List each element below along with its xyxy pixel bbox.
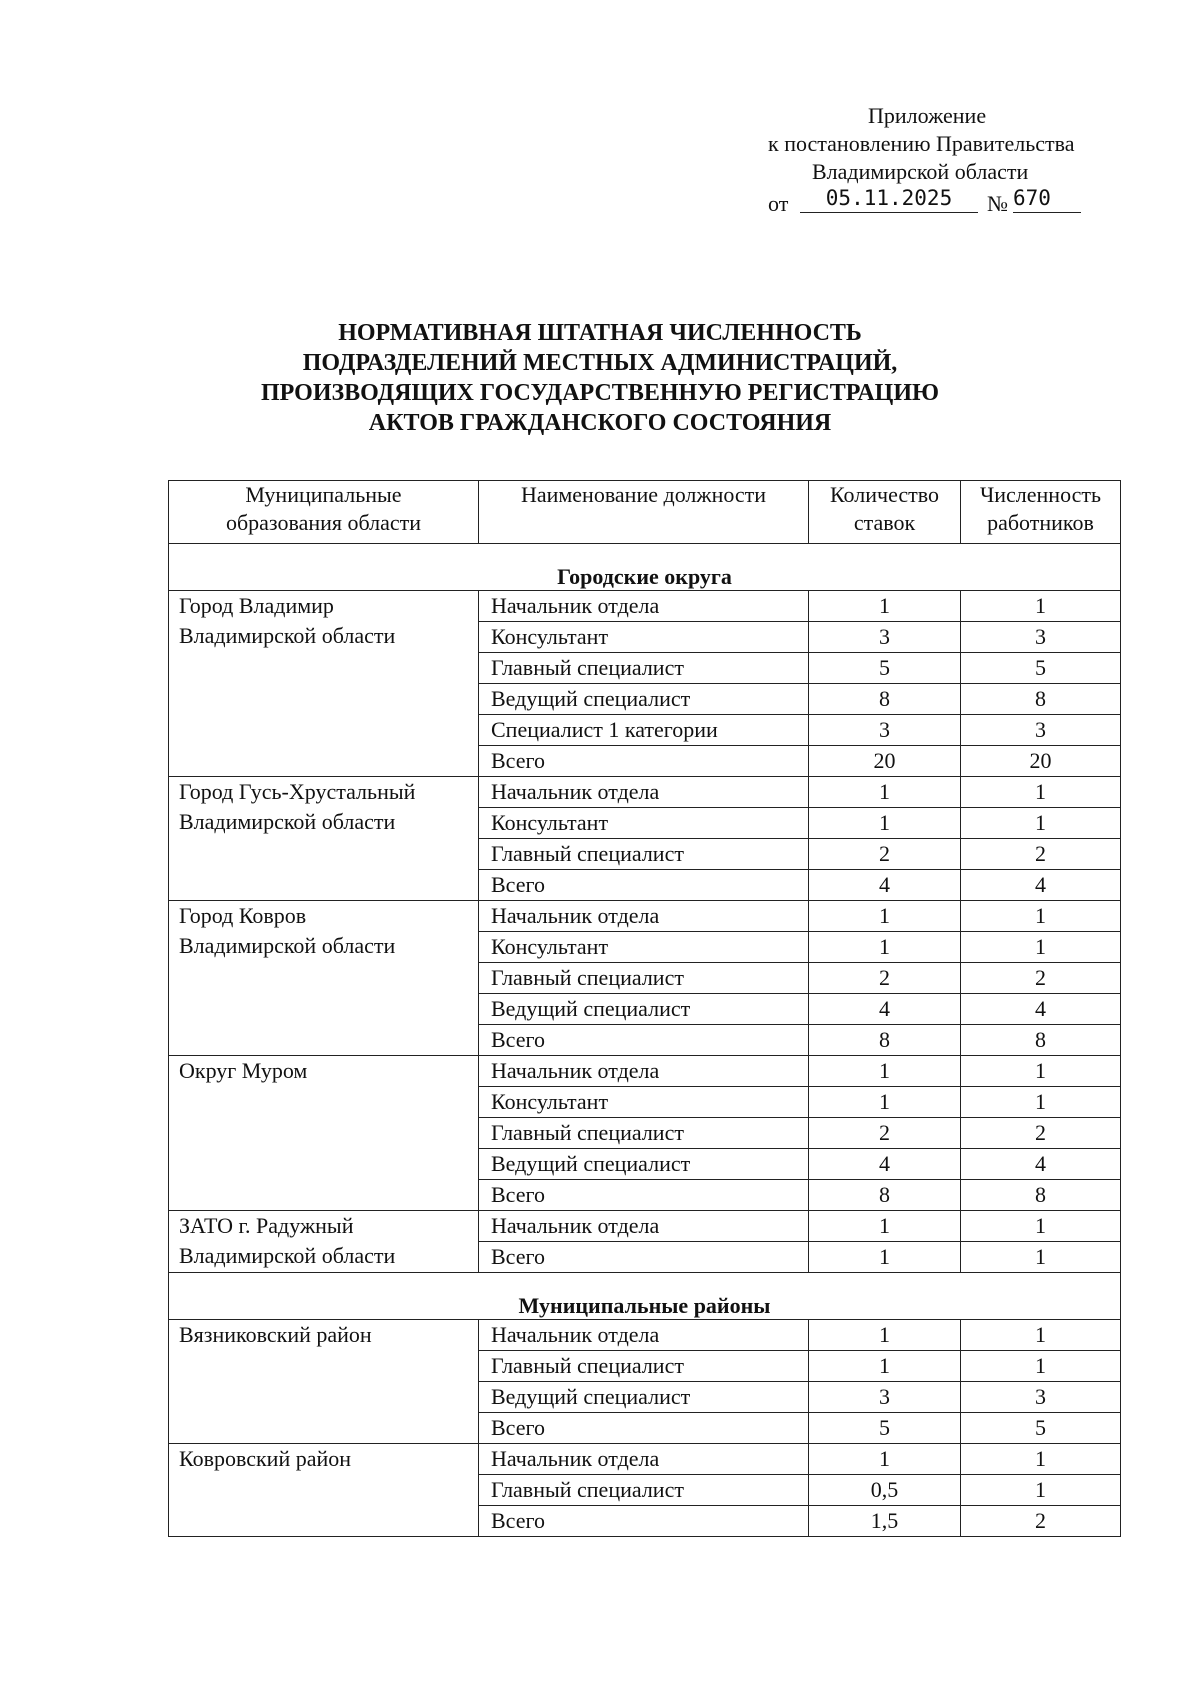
position-name: Консультант <box>479 808 809 839</box>
workers-count: 1 <box>961 808 1121 839</box>
workers-count: 1 <box>961 1475 1121 1506</box>
table-row <box>169 1320 1121 1351</box>
municipality-name-line: Город Гусь-Хрустальный <box>179 779 416 804</box>
section-title: Муниципальные районы <box>169 1273 1121 1320</box>
rates-count: 1 <box>809 932 961 963</box>
rates-count: 4 <box>809 994 961 1025</box>
table-row <box>169 1056 1121 1087</box>
header-municipality-line-1: Муниципальные <box>245 482 402 507</box>
workers-count: 4 <box>961 1149 1121 1180</box>
header-workers <box>961 481 1121 544</box>
workers-count: 5 <box>961 653 1121 684</box>
municipality-name <box>169 1320 479 1444</box>
rates-count: 2 <box>809 963 961 994</box>
decree-date: 05.11.2025 <box>800 184 978 213</box>
municipality-name-line: Владимирской области <box>179 623 396 648</box>
workers-count: 3 <box>961 1382 1121 1413</box>
workers-count: 8 <box>961 1025 1121 1056</box>
table-row <box>169 901 1121 932</box>
municipality-name-line: Город Владимир <box>179 593 334 618</box>
table-row <box>169 1444 1121 1475</box>
workers-count: 20 <box>961 746 1121 777</box>
municipality-name <box>169 1056 479 1211</box>
workers-count: 4 <box>961 994 1121 1025</box>
position-name: Ведущий специалист <box>479 684 809 715</box>
workers-count: 1 <box>961 1320 1121 1351</box>
rates-count: 1 <box>809 777 961 808</box>
title-line-1: НОРМАТИВНАЯ ШТАТНАЯ ЧИСЛЕННОСТЬ <box>338 320 862 346</box>
position-name: Начальник отдела <box>479 777 809 808</box>
section-title: Городские округа <box>169 544 1121 591</box>
rates-count: 3 <box>809 1382 961 1413</box>
workers-count: 1 <box>961 932 1121 963</box>
workers-count: 1 <box>961 1351 1121 1382</box>
total-label: Всего <box>479 1242 809 1273</box>
header-workers-line-2: работников <box>987 510 1094 535</box>
rates-count: 4 <box>809 1149 961 1180</box>
rates-count: 1 <box>809 808 961 839</box>
position-name: Консультант <box>479 622 809 653</box>
header-workers-line-1: Численность <box>979 482 1102 507</box>
municipality-name-line: Округ Муром <box>179 1058 308 1083</box>
position-name: Главный специалист <box>479 839 809 870</box>
workers-count: 3 <box>961 622 1121 653</box>
municipality-name-line: Владимирской области <box>179 809 396 834</box>
appendix-date-line <box>700 186 1120 218</box>
appendix-line-2: к постановлению Правительства <box>768 131 1075 156</box>
position-name: Ведущий специалист <box>479 1382 809 1413</box>
workers-count: 3 <box>961 715 1121 746</box>
rates-count: 8 <box>809 684 961 715</box>
position-name: Консультант <box>479 932 809 963</box>
workers-count: 2 <box>961 963 1121 994</box>
title-line-3: ПРОИЗВОДЯЩИХ ГОСУДАРСТВЕННУЮ РЕГИСТРАЦИЮ <box>260 380 940 406</box>
total-label: Всего <box>479 1180 809 1211</box>
header-rates-line-1: Количество <box>829 482 940 507</box>
rates-count: 0,5 <box>809 1475 961 1506</box>
position-name: Специалист 1 категории <box>479 715 809 746</box>
title-line-4: АКТОВ ГРАЖДАНСКОГО СОСТОЯНИЯ <box>368 410 832 436</box>
workers-count: 4 <box>961 870 1121 901</box>
municipality-name-line: Ковровский район <box>179 1446 352 1471</box>
municipality-name <box>169 1444 479 1537</box>
header-municipality <box>169 481 479 544</box>
header-rates-line-2: ставок <box>853 510 916 535</box>
workers-count: 1 <box>961 1242 1121 1273</box>
position-name: Начальник отдела <box>479 901 809 932</box>
workers-count: 2 <box>961 839 1121 870</box>
workers-count: 1 <box>961 1444 1121 1475</box>
workers-count: 1 <box>961 1087 1121 1118</box>
rates-count: 2 <box>809 839 961 870</box>
rates-count: 3 <box>809 715 961 746</box>
municipality-name-line: Владимирской области <box>179 933 396 958</box>
rates-count: 1 <box>809 1087 961 1118</box>
appendix-block <box>700 102 1120 218</box>
rates-count: 1 <box>809 1320 961 1351</box>
appendix-line-1: Приложение <box>868 103 987 128</box>
workers-count: 2 <box>961 1506 1121 1537</box>
section-row <box>169 1273 1121 1320</box>
total-label: Всего <box>479 1506 809 1537</box>
total-label: Всего <box>479 870 809 901</box>
table-header-row <box>169 481 1121 544</box>
workers-count: 1 <box>961 1211 1121 1242</box>
workers-count: 2 <box>961 1118 1121 1149</box>
total-label: Всего <box>479 746 809 777</box>
municipality-name <box>169 777 479 901</box>
title-line-2: ПОДРАЗДЕЛЕНИЙ МЕСТНЫХ АДМИНИСТРАЦИЙ, <box>302 350 898 376</box>
appendix-line-3: Владимирской области <box>812 159 1029 184</box>
rates-count: 5 <box>809 1413 961 1444</box>
staffing-table-container <box>168 480 1120 1537</box>
municipality-name-line: Владимирской области <box>179 1243 396 1268</box>
workers-count: 1 <box>961 591 1121 622</box>
position-name: Начальник отдела <box>479 1444 809 1475</box>
position-name: Начальник отдела <box>479 1056 809 1087</box>
workers-count: 1 <box>961 777 1121 808</box>
rates-count: 1,5 <box>809 1506 961 1537</box>
position-name: Консультант <box>479 1087 809 1118</box>
position-name: Начальник отдела <box>479 1320 809 1351</box>
municipality-name <box>169 901 479 1056</box>
number-prefix: № <box>987 191 1008 216</box>
position-name: Ведущий специалист <box>479 994 809 1025</box>
municipality-name-line: Вязниковский район <box>179 1322 372 1347</box>
total-label: Всего <box>479 1413 809 1444</box>
position-name: Главный специалист <box>479 653 809 684</box>
rates-count: 3 <box>809 622 961 653</box>
rates-count: 2 <box>809 1118 961 1149</box>
rates-count: 20 <box>809 746 961 777</box>
rates-count: 1 <box>809 1351 961 1382</box>
municipality-name-line: Город Ковров <box>179 903 307 928</box>
header-rates <box>809 481 961 544</box>
header-municipality-line-2: образования области <box>225 510 422 535</box>
header-position-label: Наименование должности <box>520 482 767 507</box>
rates-count: 8 <box>809 1180 961 1211</box>
municipality-name <box>169 591 479 777</box>
position-name: Главный специалист <box>479 1118 809 1149</box>
decree-number: 670 <box>1013 184 1081 213</box>
rates-count: 1 <box>809 1242 961 1273</box>
rates-count: 1 <box>809 901 961 932</box>
position-name: Главный специалист <box>479 1475 809 1506</box>
date-prefix: от <box>768 191 789 216</box>
workers-count: 1 <box>961 901 1121 932</box>
workers-count: 8 <box>961 684 1121 715</box>
section-row <box>169 544 1121 591</box>
rates-count: 4 <box>809 870 961 901</box>
rates-count: 8 <box>809 1025 961 1056</box>
document-title <box>160 318 1040 438</box>
position-name: Начальник отдела <box>479 591 809 622</box>
table-row <box>169 777 1121 808</box>
table-row <box>169 591 1121 622</box>
total-label: Всего <box>479 1025 809 1056</box>
workers-count: 1 <box>961 1056 1121 1087</box>
header-position <box>479 481 809 544</box>
rates-count: 1 <box>809 1211 961 1242</box>
position-name: Главный специалист <box>479 963 809 994</box>
rates-count: 1 <box>809 1444 961 1475</box>
workers-count: 5 <box>961 1413 1121 1444</box>
staffing-table <box>168 480 1121 1537</box>
position-name: Ведущий специалист <box>479 1149 809 1180</box>
rates-count: 1 <box>809 1056 961 1087</box>
table-row <box>169 1211 1121 1242</box>
municipality-name-line: ЗАТО г. Радужный <box>179 1213 354 1238</box>
position-name: Главный специалист <box>479 1351 809 1382</box>
table-body <box>169 544 1121 1537</box>
rates-count: 1 <box>809 591 961 622</box>
municipality-name <box>169 1211 479 1273</box>
workers-count: 8 <box>961 1180 1121 1211</box>
rates-count: 5 <box>809 653 961 684</box>
position-name: Начальник отдела <box>479 1211 809 1242</box>
